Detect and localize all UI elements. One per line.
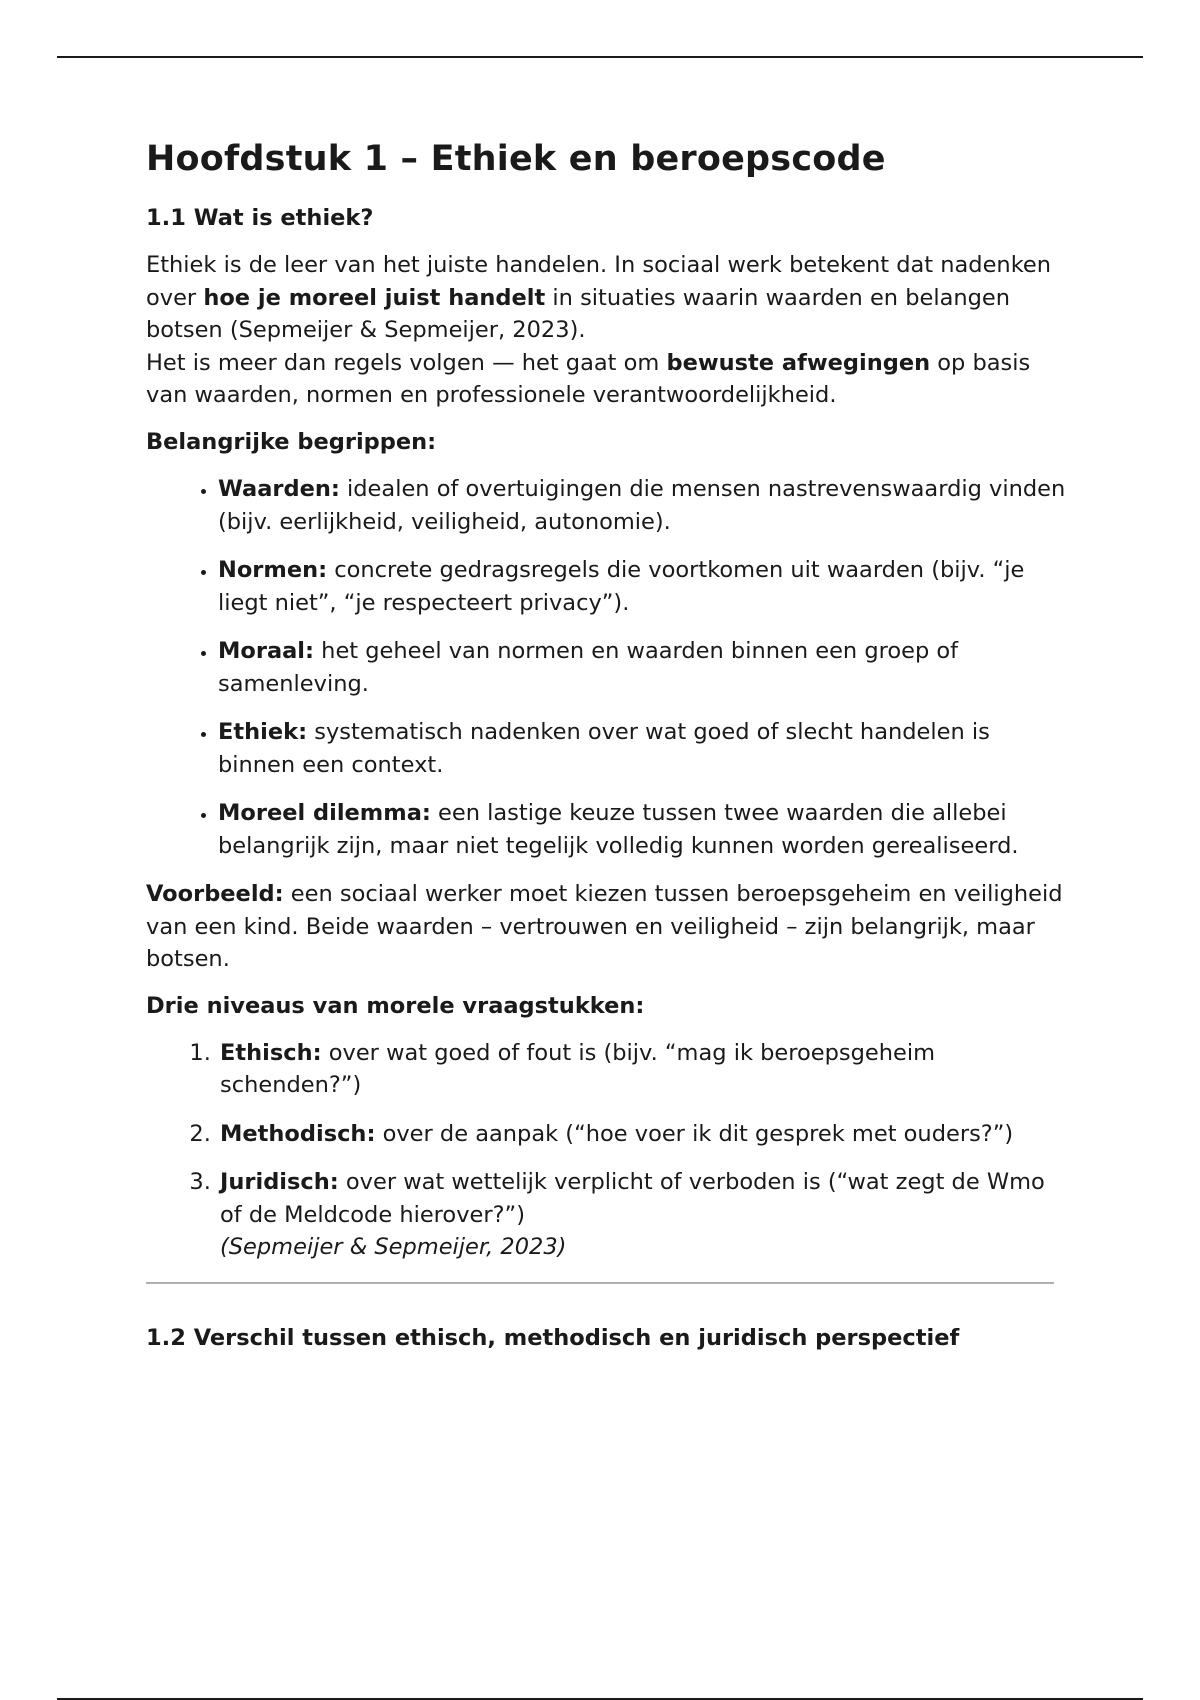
document-body [146,138,1066,1369]
section-divider [146,1282,1054,1284]
level-term: Methodisch: [220,1120,376,1147]
intro-paragraph-1: Ethiek is de leer van het juiste handelen. In sociaal werk betekent dat nadenken over hoe je moreel juist handelt in situaties waarin waarden en belangen botsen (Sepmeijer & Sepmeijer, 2023). [146,252,1052,344]
emphasis-bewuste-afwegingen: bewuste afwegingen [666,349,931,376]
concept-term: Waarden: [218,476,340,502]
emphasis-moreel-juist: hoe je moreel juist handelt [203,284,546,311]
page-top-rule [57,56,1143,58]
level-term: Ethisch: [220,1039,322,1066]
list-item: 1. Ethisch: over wat goed of fout is (bijv. “mag ik beroepsgeheim schenden?”) [218,1037,1066,1102]
section-heading-1-2: 1.2 Verschil tussen ethisch, methodisch en juridisch perspectief [146,1324,960,1351]
list-item: 2. Methodisch: over de aanpak (“hoe voer ik dit gesprek met ouders?”) [218,1118,1066,1151]
list-item: 3. Juridisch: over wat wettelijk verplicht of verboden is (“wat zegt de Wmo of de Meldcode hierover?”) (Sepmeijer & Sepmeijer, 2023) [218,1166,1066,1264]
intro-paragraph-2: Het is meer dan regels volgen — het gaat om bewuste afwegingen op basis van waarden, normen en professionele verantwoordelijkheid. [146,349,1031,409]
levels-label: Drie niveaus van morele vraagstukken: [146,992,645,1019]
concepts-label: Belangrijke begrippen: [146,428,437,455]
levels-list [146,1037,1066,1264]
list-item: • Normen: concrete gedragsregels die voortkomen uit waarden (bijv. “je liegt niet”, “je respecteert privacy”). [218,554,1066,619]
level-term: Juridisch: [220,1169,339,1196]
concept-term: Moraal: [218,638,315,664]
list-item: • Moraal: het geheel van normen en waarden binnen een groep of samenleving. [218,635,1066,700]
list-item: • Moreel dilemma: een lastige keuze tussen twee waarden die allebei belangrijk zijn, maar niet tegelijk volledig kunnen worden gerealiseerd. [218,797,1066,862]
section-heading-1-1: 1.1 Wat is ethiek? [146,205,374,231]
example-paragraph: Voorbeeld: een sociaal werker moet kiezen tussen beroepsgeheim en veiligheid van een kind. Beide waarden – vertrouwen en veiligheid – zijn belangrijk, maar botsen. [146,881,1063,972]
example-label: Voorbeeld: [146,881,284,907]
list-item: • Ethiek: systematisch nadenken over wat goed of slecht handelen is binnen een context. [218,716,1066,781]
chapter-title: Hoofdstuk 1 – Ethiek en beroepscode [146,139,886,179]
concept-term: Ethiek: [218,719,308,745]
list-item: • Waarden: idealen of overtuigingen die mensen nastrevenswaardig vinden (bijv. eerlijkheid, veiligheid, autonomie). [218,473,1066,538]
concept-term: Moreel dilemma: [218,800,431,826]
citation: (Sepmeijer & Sepmeijer, 2023) [220,1234,567,1261]
concept-term: Normen: [218,557,328,583]
concepts-list [146,473,1066,862]
